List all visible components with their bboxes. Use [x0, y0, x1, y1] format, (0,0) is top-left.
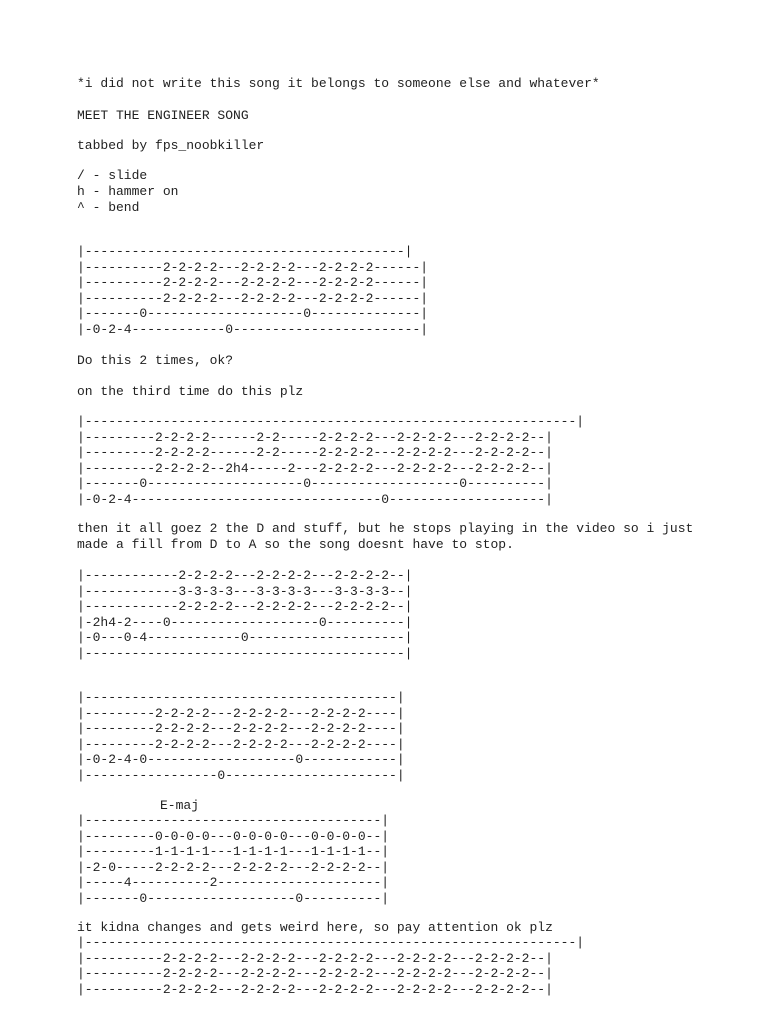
- tab-line: |-----------------------------------------|: [77, 645, 413, 661]
- tab-line: |---------2-2-2-2------2-2-----2-2-2-2---2-2-2-2---2-2-2-2--|: [77, 445, 553, 460]
- tab-line: |-----4----------2---------------------|: [77, 875, 390, 890]
- tab-line: |---------2-2-2-2---2-2-2-2---2-2-2-2----|: [77, 705, 405, 721]
- author-credit: tabbed by fps_noobkiller: [77, 138, 265, 153]
- tab-line: |--------------------------------------|: [77, 813, 390, 828]
- tab-line: |-------0--------------------0-------------------0----------|: [77, 476, 553, 491]
- tab-line: |----------2-2-2-2---2-2-2-2---2-2-2-2------|: [77, 275, 429, 290]
- tab-line: |-2-0-----2-2-2-2---2-2-2-2---2-2-2-2--|: [77, 859, 390, 875]
- tab-line: |-----------------------------------------|: [77, 244, 413, 259]
- tab-line: |-0-2-4------------0------------------------|: [77, 321, 429, 337]
- tab-line: |----------------------------------------|: [77, 690, 405, 705]
- instruction-text: it kidna changes and gets weird here, so pay attention ok plz: [77, 920, 553, 935]
- tab-line: |-0-2-4-0-------------------0------------|: [77, 752, 405, 767]
- instruction-text: on the third time do this plz: [77, 384, 304, 399]
- tab-line: |-0-2-4--------------------------------0--------------------|: [77, 491, 553, 507]
- tab-line: |---------2-2-2-2--2h4-----2---2-2-2-2---2-2-2-2---2-2-2-2--|: [77, 460, 553, 476]
- tab-line: |------------2-2-2-2---2-2-2-2---2-2-2-2--|: [77, 568, 413, 583]
- tab-line: |---------2-2-2-2------2-2-----2-2-2-2---2-2-2-2---2-2-2-2--|: [77, 429, 553, 445]
- tab-line: |------------2-2-2-2---2-2-2-2---2-2-2-2--|: [77, 599, 413, 614]
- tab-line: |----------2-2-2-2---2-2-2-2---2-2-2-2---2-2-2-2---2-2-2-2--|: [77, 950, 553, 966]
- song-title: MEET THE ENGINEER SONG: [77, 108, 249, 123]
- tab-line: |----------2-2-2-2---2-2-2-2---2-2-2-2---2-2-2-2---2-2-2-2--|: [77, 981, 553, 997]
- disclaimer-text: *i did not write this song it belongs to someone else and whatever*: [77, 76, 600, 91]
- tab-line: |---------0-0-0-0---0-0-0-0---0-0-0-0--|: [77, 828, 390, 844]
- tab-line: |----------2-2-2-2---2-2-2-2---2-2-2-2------|: [77, 290, 429, 306]
- tab-line: |-0---0-4------------0--------------------|: [77, 630, 413, 645]
- tab-line: |---------------------------------------------------------------|: [77, 935, 585, 950]
- tab-line: |-----------------0----------------------|: [77, 767, 405, 783]
- tab-line: |------------3-3-3-3---3-3-3-3---3-3-3-3--|: [77, 583, 413, 599]
- legend-item: h - hammer on: [77, 184, 179, 199]
- tab-line: |---------2-2-2-2---2-2-2-2---2-2-2-2----|: [77, 721, 405, 736]
- tab-line: |---------------------------------------------------------------|: [77, 414, 585, 429]
- tab-line: |-2h4-2----0-------------------0----------|: [77, 614, 413, 630]
- tab-line: |---------1-1-1-1---1-1-1-1---1-1-1-1--|: [77, 844, 390, 859]
- instruction-text: then it all goez 2 the D and stuff, but he stops playing in the video so i just made a fill from D to A so the song doesnt have to stop.: [77, 521, 694, 552]
- tab-line: |-------0-------------------0----------|: [77, 890, 390, 906]
- legend-item: ^ - bend: [77, 200, 140, 215]
- instruction-text: Do this 2 times, ok?: [77, 353, 234, 368]
- tab-line: |---------2-2-2-2---2-2-2-2---2-2-2-2----|: [77, 736, 405, 752]
- tab-line: |-------0--------------------0--------------|: [77, 306, 429, 321]
- tab-line: |----------2-2-2-2---2-2-2-2---2-2-2-2---2-2-2-2---2-2-2-2--|: [77, 966, 553, 981]
- legend-item: / - slide: [77, 168, 148, 183]
- tab-line: |----------2-2-2-2---2-2-2-2---2-2-2-2------|: [77, 259, 429, 275]
- chord-label: E-maj: [160, 798, 200, 813]
